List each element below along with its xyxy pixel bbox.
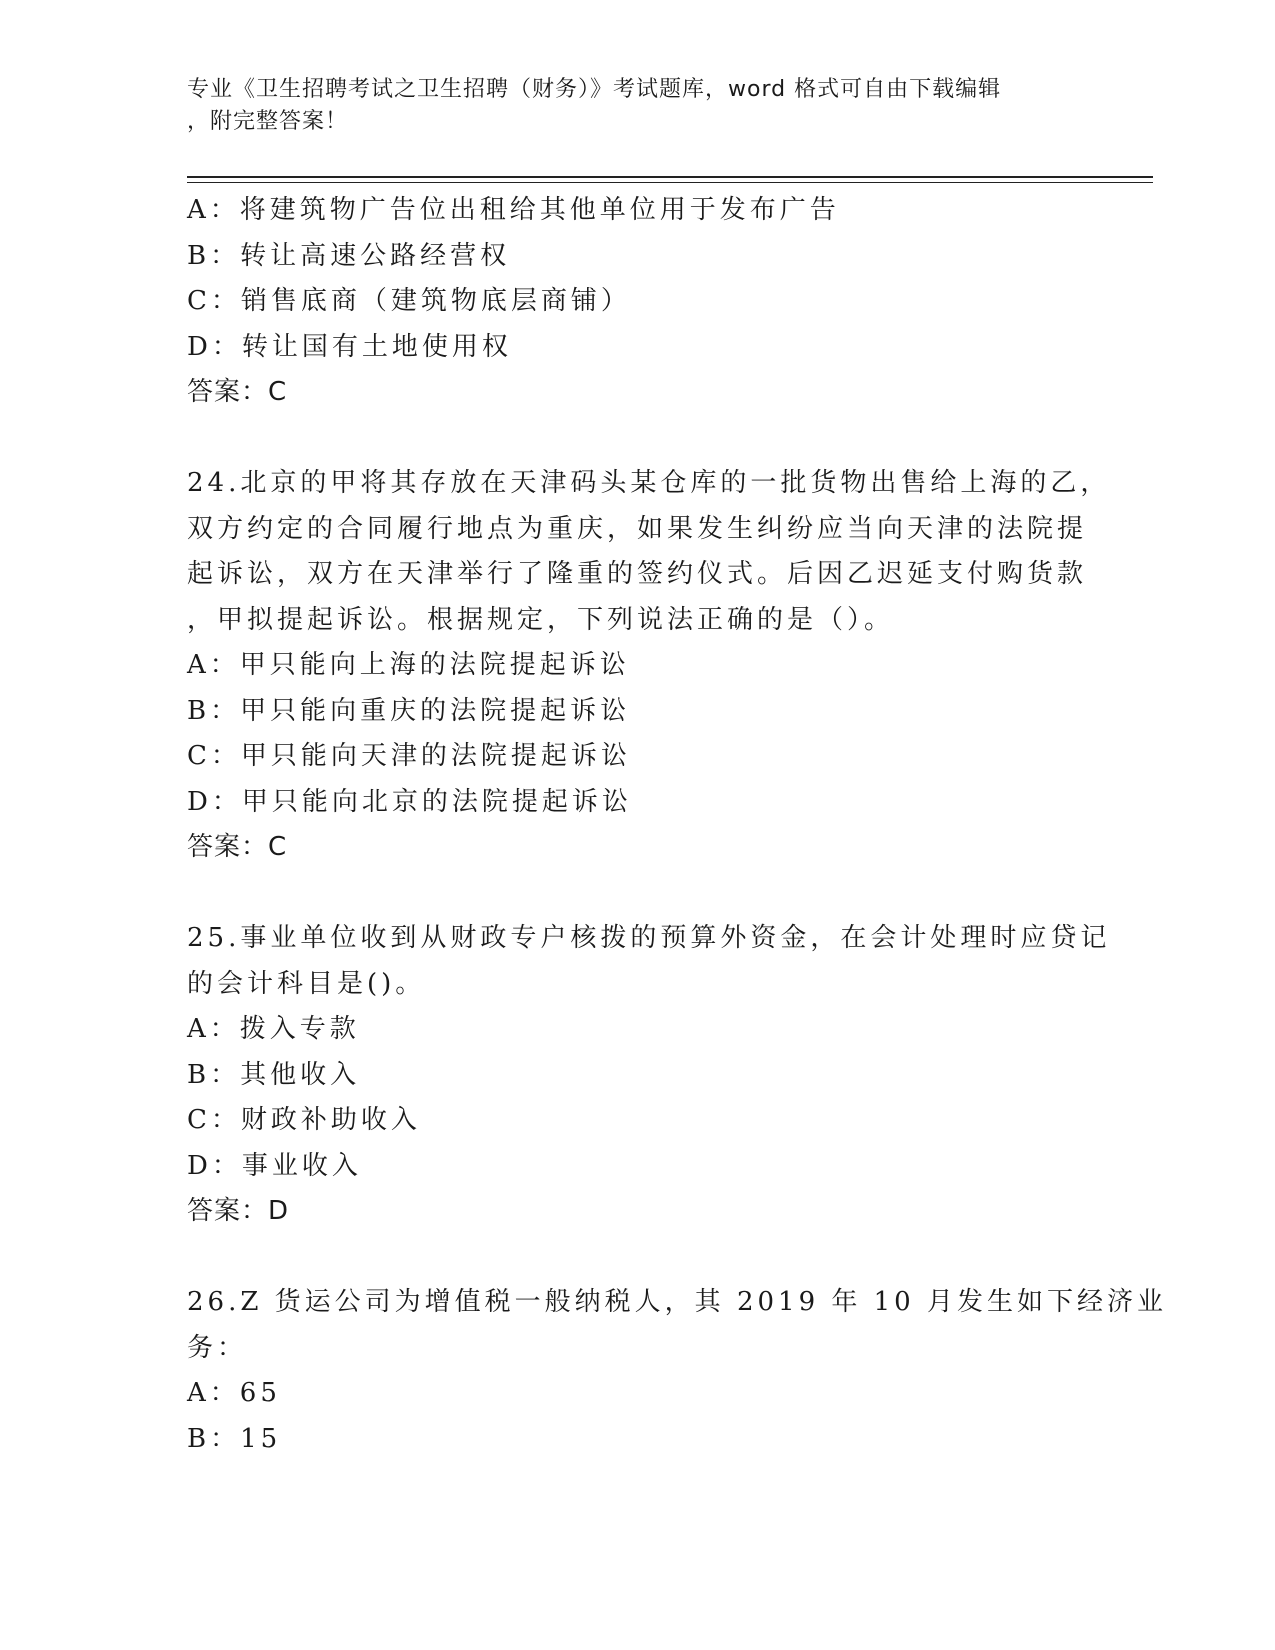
option-c: C：甲只能向天津的法院提起诉讼 [187,741,631,771]
stem-line: 起诉讼，双方在天津举行了隆重的签约仪式。后因乙迟延支付购货款 [187,559,1088,589]
stem-line: 双方约定的合同履行地点为重庆，如果发生纠纷应当向天津的法院提 [187,513,1088,544]
header-divider-thin [187,182,1153,183]
question-stem [187,916,1111,1007]
question-26 [187,1280,1167,1462]
option-c: C：销售底商（建筑物底层商铺） [187,286,631,316]
header-line-2: ，附完整答案！ [187,109,349,134]
answer: 答案：D [187,1196,290,1226]
header-line-1: 专业《卫生招聘考试之卫生招聘（财务）》考试题库，word 格式可自由下载编辑 [187,77,1002,102]
stem-line: 的会计科目是()。 [187,968,426,999]
option-b: B：转让高速公路经营权 [187,240,511,271]
answer: 答案：C [187,377,288,407]
answer: 答案：C [187,832,288,862]
option-b: B：15 [187,1423,282,1454]
document-header [187,74,1067,138]
option-a: A：甲只能向上海的法院提起诉讼 [187,650,630,680]
question-24 [187,461,1111,871]
spacer [187,416,1087,462]
stem-line: 务： [187,1332,248,1363]
option-c: C：财政补助收入 [187,1105,421,1135]
option-d: D：甲只能向北京的法院提起诉讼 [187,786,632,817]
spacer [187,871,1087,917]
spacer [187,1235,1087,1281]
stem-line: 24.北京的甲将其存放在天津码头某仓库的一批货物出售给上海的乙， [187,468,1111,498]
stem-line: 26.Z 货运公司为增值税一般纳税人，其 2019 年 10 月发生如下经济业 [187,1287,1167,1317]
question-stem [187,1280,1167,1371]
question-list [187,188,1167,1462]
option-b: B：其他收入 [187,1059,361,1090]
option-d: D：转让国有土地使用权 [187,331,512,362]
option-b: B：甲只能向重庆的法院提起诉讼 [187,695,631,726]
option-a: A：将建筑物广告位出租给其他单位用于发布广告 [187,195,840,225]
stem-line: 25.事业单位收到从财政专户核拨的预算外资金，在会计处理时应贷记 [187,923,1111,953]
question-stem [187,461,1111,643]
option-a: A：65 [187,1378,281,1408]
option-a: A：拨入专款 [187,1014,360,1044]
question-23 [187,188,1087,416]
question-25 [187,916,1111,1235]
header-divider-thick [187,176,1153,178]
stem-line: ，甲拟提起诉讼。根据规定，下列说法正确的是（）。 [187,604,895,635]
option-d: D：事业收入 [187,1150,362,1181]
